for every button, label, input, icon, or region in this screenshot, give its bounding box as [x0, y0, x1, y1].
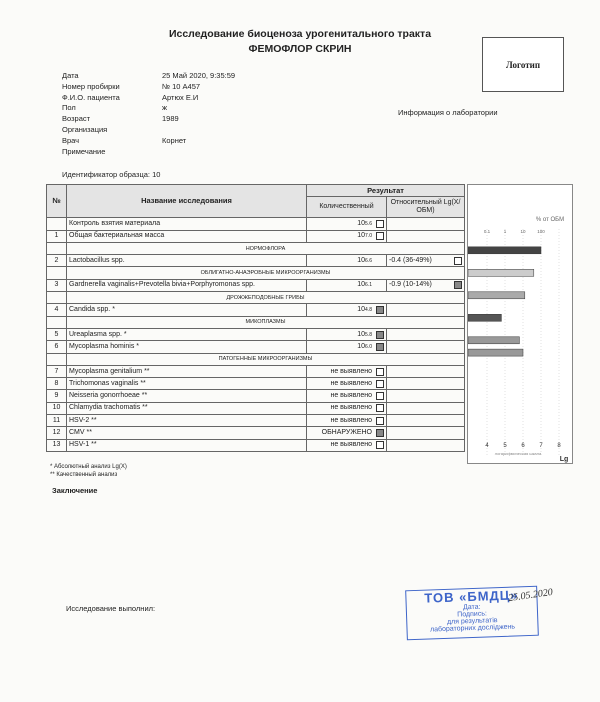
quant-text: не выявлено	[330, 379, 372, 387]
row-number: 3	[47, 279, 67, 291]
status-box	[376, 306, 384, 314]
rel-cell	[387, 402, 465, 414]
conclusion-label: Заключение	[52, 486, 98, 495]
pct-tick-label: 0.1	[483, 229, 491, 234]
quant-cell	[307, 365, 387, 377]
pct-tick-label: 1	[503, 229, 507, 234]
quant-exp: 5.6	[365, 220, 372, 227]
rel-cell	[387, 427, 465, 439]
quant-cell	[307, 439, 387, 451]
scale-caption: логарифмическая шкала	[494, 451, 542, 456]
row-number: 7	[47, 365, 67, 377]
footnote-absolute: * Абсолютный анализ Lg(X)	[50, 464, 127, 470]
rel-cell	[387, 378, 465, 390]
status-box	[376, 220, 384, 228]
col-result-header: Результат	[307, 185, 465, 197]
chart-bar	[468, 247, 541, 254]
row-number	[47, 218, 67, 230]
section-row	[47, 316, 465, 328]
rel-cell	[387, 218, 465, 230]
rel-value: -0.4 (36-49%)	[389, 256, 432, 264]
section-label: ПАТОГЕННЫЕ МИКРООРГАНИЗМЫ	[67, 353, 465, 365]
quant-text: не выявлено	[330, 404, 372, 412]
patient-field-label: Возраст	[62, 114, 91, 124]
col-rel-header: Относительный Lg(X/ОБМ)	[387, 197, 465, 218]
section-row	[47, 353, 465, 365]
patient-field-label: Врач	[62, 135, 80, 145]
x-tick-label: 8	[557, 443, 561, 449]
chart-bar	[468, 314, 501, 321]
table-row	[47, 255, 465, 267]
chart-svg	[468, 185, 572, 463]
section-row	[47, 267, 465, 279]
quant-exp: 6.1	[365, 282, 372, 289]
row-number: 11	[47, 415, 67, 427]
row-number: 5	[47, 328, 67, 340]
performed-by-label: Исследование выполнил:	[66, 604, 156, 613]
table-row	[47, 230, 465, 242]
rel-cell	[387, 328, 465, 340]
section-label: МИКОПЛАЗМЫ	[67, 316, 465, 328]
col-quant-header: Количественный	[307, 197, 387, 218]
row-number: 6	[47, 341, 67, 353]
quant-cell	[307, 328, 387, 340]
rel-cell	[387, 365, 465, 377]
quant-base: 10	[357, 306, 366, 314]
table-row	[47, 304, 465, 316]
patient-field-label: Пол	[62, 103, 76, 113]
chart-bar	[468, 292, 525, 299]
pct-tick-label: 100	[537, 229, 545, 234]
rel-cell	[387, 304, 465, 316]
stamp-purpose-2: лабораторних досліджень	[429, 623, 516, 634]
quant-exp: 7.0	[365, 233, 372, 240]
chart-bar	[468, 349, 523, 356]
row-number: 12	[47, 427, 67, 439]
patient-field-label: Ф.И.О. пациента	[62, 92, 120, 102]
quant-base: 10	[357, 232, 366, 240]
quant-cell	[307, 341, 387, 353]
test-name: Ureaplasma spp. *	[67, 328, 307, 340]
test-name: Trichomonas vaginalis **	[67, 378, 307, 390]
rel-cell	[387, 279, 465, 291]
pct-tick-label: 10	[520, 229, 526, 234]
stamp-purpose: для результатів	[446, 617, 498, 626]
patient-field-label: Примечание	[62, 146, 106, 156]
test-name: Candida spp. *	[67, 304, 307, 316]
quant-cell	[307, 279, 387, 291]
quant-text: не выявлено	[330, 416, 372, 424]
results-chart	[467, 184, 573, 464]
lab-info: Информация о лаборатории	[398, 108, 498, 117]
status-box	[376, 392, 384, 400]
stamp-date: Дата:	[462, 603, 481, 612]
status-box	[376, 368, 384, 376]
table-row	[47, 427, 465, 439]
quant-cell	[307, 427, 387, 439]
patient-field-value: 1989	[162, 114, 179, 124]
table-row	[47, 390, 465, 402]
report-subtitle: ФЕМОФЛОР СКРИН	[248, 43, 352, 55]
section-label: ОБЛИГАТНО-АНАЭРОБНЫЕ МИКРООРГАНИЗМЫ	[67, 267, 465, 279]
x-tick-label: 7	[539, 443, 543, 449]
patient-field-value: № 10 А457	[162, 81, 201, 91]
status-box	[376, 441, 384, 449]
quant-base: 10	[357, 342, 366, 350]
row-number: 2	[47, 255, 67, 267]
quant-text: не выявлено	[330, 392, 372, 400]
quant-exp: 4.8	[365, 307, 372, 314]
col-no-header: №	[47, 185, 67, 218]
section-label: ДРОЖЖЕПОДОБНЫЕ ГРИБЫ	[67, 292, 465, 304]
table-row	[47, 341, 465, 353]
quant-base: 10	[357, 219, 366, 227]
handwritten-date: 25.05.2020	[507, 586, 554, 605]
table-row	[47, 365, 465, 377]
footnote-qualitative: ** Качественный анализ	[50, 472, 118, 478]
status-box	[376, 429, 384, 437]
test-name: Контроль взятия материала	[67, 218, 307, 230]
table-row	[47, 402, 465, 414]
section-label: НОРМОФЛОРА	[67, 242, 465, 254]
row-number: 1	[47, 230, 67, 242]
quant-exp: 5.8	[365, 331, 372, 338]
chart-bar	[468, 269, 534, 276]
report-title: Исследование биоценоза урогенитального тракта	[168, 28, 432, 40]
results-table	[46, 184, 465, 452]
quant-cell	[307, 390, 387, 402]
row-number: 9	[47, 390, 67, 402]
quant-cell	[307, 304, 387, 316]
row-number: 13	[47, 439, 67, 451]
status-box	[376, 331, 384, 339]
test-name: HSV-1 **	[67, 439, 307, 451]
rel-cell	[387, 415, 465, 427]
row-number: 10	[47, 402, 67, 414]
quant-text: ОБНАРУЖЕНО	[321, 428, 372, 436]
table-row	[47, 378, 465, 390]
patient-field-value: ж	[162, 103, 168, 113]
patient-field-label: Номер пробирки	[62, 81, 120, 91]
quant-exp: 6.6	[365, 257, 372, 264]
rel-cell	[387, 390, 465, 402]
status-box	[376, 417, 384, 425]
x-tick-label: 4	[485, 443, 489, 449]
test-name: Общая бактериальная масса	[67, 230, 307, 242]
x-tick-label: 5	[503, 443, 507, 449]
x-axis-label: Lg	[559, 456, 569, 463]
rel-cell	[387, 341, 465, 353]
test-name: Mycoplasma hominis *	[67, 341, 307, 353]
quant-base: 10	[357, 281, 366, 289]
chart-title: % от ОБМ	[535, 217, 565, 223]
col-name-header: Название исследования	[67, 185, 307, 218]
table-row	[47, 439, 465, 451]
quant-cell	[307, 218, 387, 230]
section-row	[47, 292, 465, 304]
chart-bar	[468, 337, 519, 344]
row-number: 8	[47, 378, 67, 390]
quant-base: 10	[357, 256, 366, 264]
quant-base: 10	[357, 330, 366, 338]
table-row	[47, 218, 465, 230]
quant-cell	[307, 230, 387, 242]
patient-field-value: Артюх Е.И	[162, 92, 199, 102]
quant-text: не выявлено	[330, 367, 372, 375]
quant-cell	[307, 255, 387, 267]
rel-status-box	[454, 281, 462, 289]
x-tick-label: 6	[521, 443, 525, 449]
table-row	[47, 279, 465, 291]
status-box	[376, 380, 384, 388]
status-box	[376, 404, 384, 412]
test-name: Lactobacillus spp.	[67, 255, 307, 267]
quant-cell	[307, 378, 387, 390]
quant-exp: 6.0	[365, 343, 372, 350]
test-name: Chlamydia trachomatis **	[67, 402, 307, 414]
status-box	[376, 232, 384, 240]
rel-cell	[387, 230, 465, 242]
quant-cell	[307, 402, 387, 414]
row-number: 4	[47, 304, 67, 316]
section-row	[47, 242, 465, 254]
quant-cell	[307, 415, 387, 427]
patient-field-value: 25 Май 2020, 9:35:59	[162, 71, 236, 80]
test-name: Gardnerella vaginalis+Prevotella bivia+Porphyromonas spp.	[67, 279, 307, 291]
status-box	[376, 343, 384, 351]
stamp-sign: Подпись:	[457, 610, 487, 619]
rel-cell	[387, 439, 465, 451]
stamp-org: ТОВ «БМДЦ»	[424, 587, 519, 606]
test-name: Neisseria gonorrhoeae **	[67, 390, 307, 402]
rel-status-box	[454, 257, 462, 265]
rel-value: -0.9 (10-14%)	[389, 281, 432, 289]
table-row	[47, 328, 465, 340]
quant-text: не выявлено	[330, 441, 372, 449]
logo-placeholder: Логотип	[482, 37, 564, 92]
patient-field-label: Дата	[62, 71, 79, 80]
test-name: CMV **	[67, 427, 307, 439]
patient-field-value: Корнет	[162, 135, 187, 145]
test-name: Mycoplasma genitalium **	[67, 365, 307, 377]
table-row	[47, 415, 465, 427]
sample-id: Идентификатор образца: 10	[62, 170, 161, 179]
patient-field-label: Организация	[62, 125, 108, 134]
rel-cell	[387, 255, 465, 267]
test-name: HSV-2 **	[67, 415, 307, 427]
